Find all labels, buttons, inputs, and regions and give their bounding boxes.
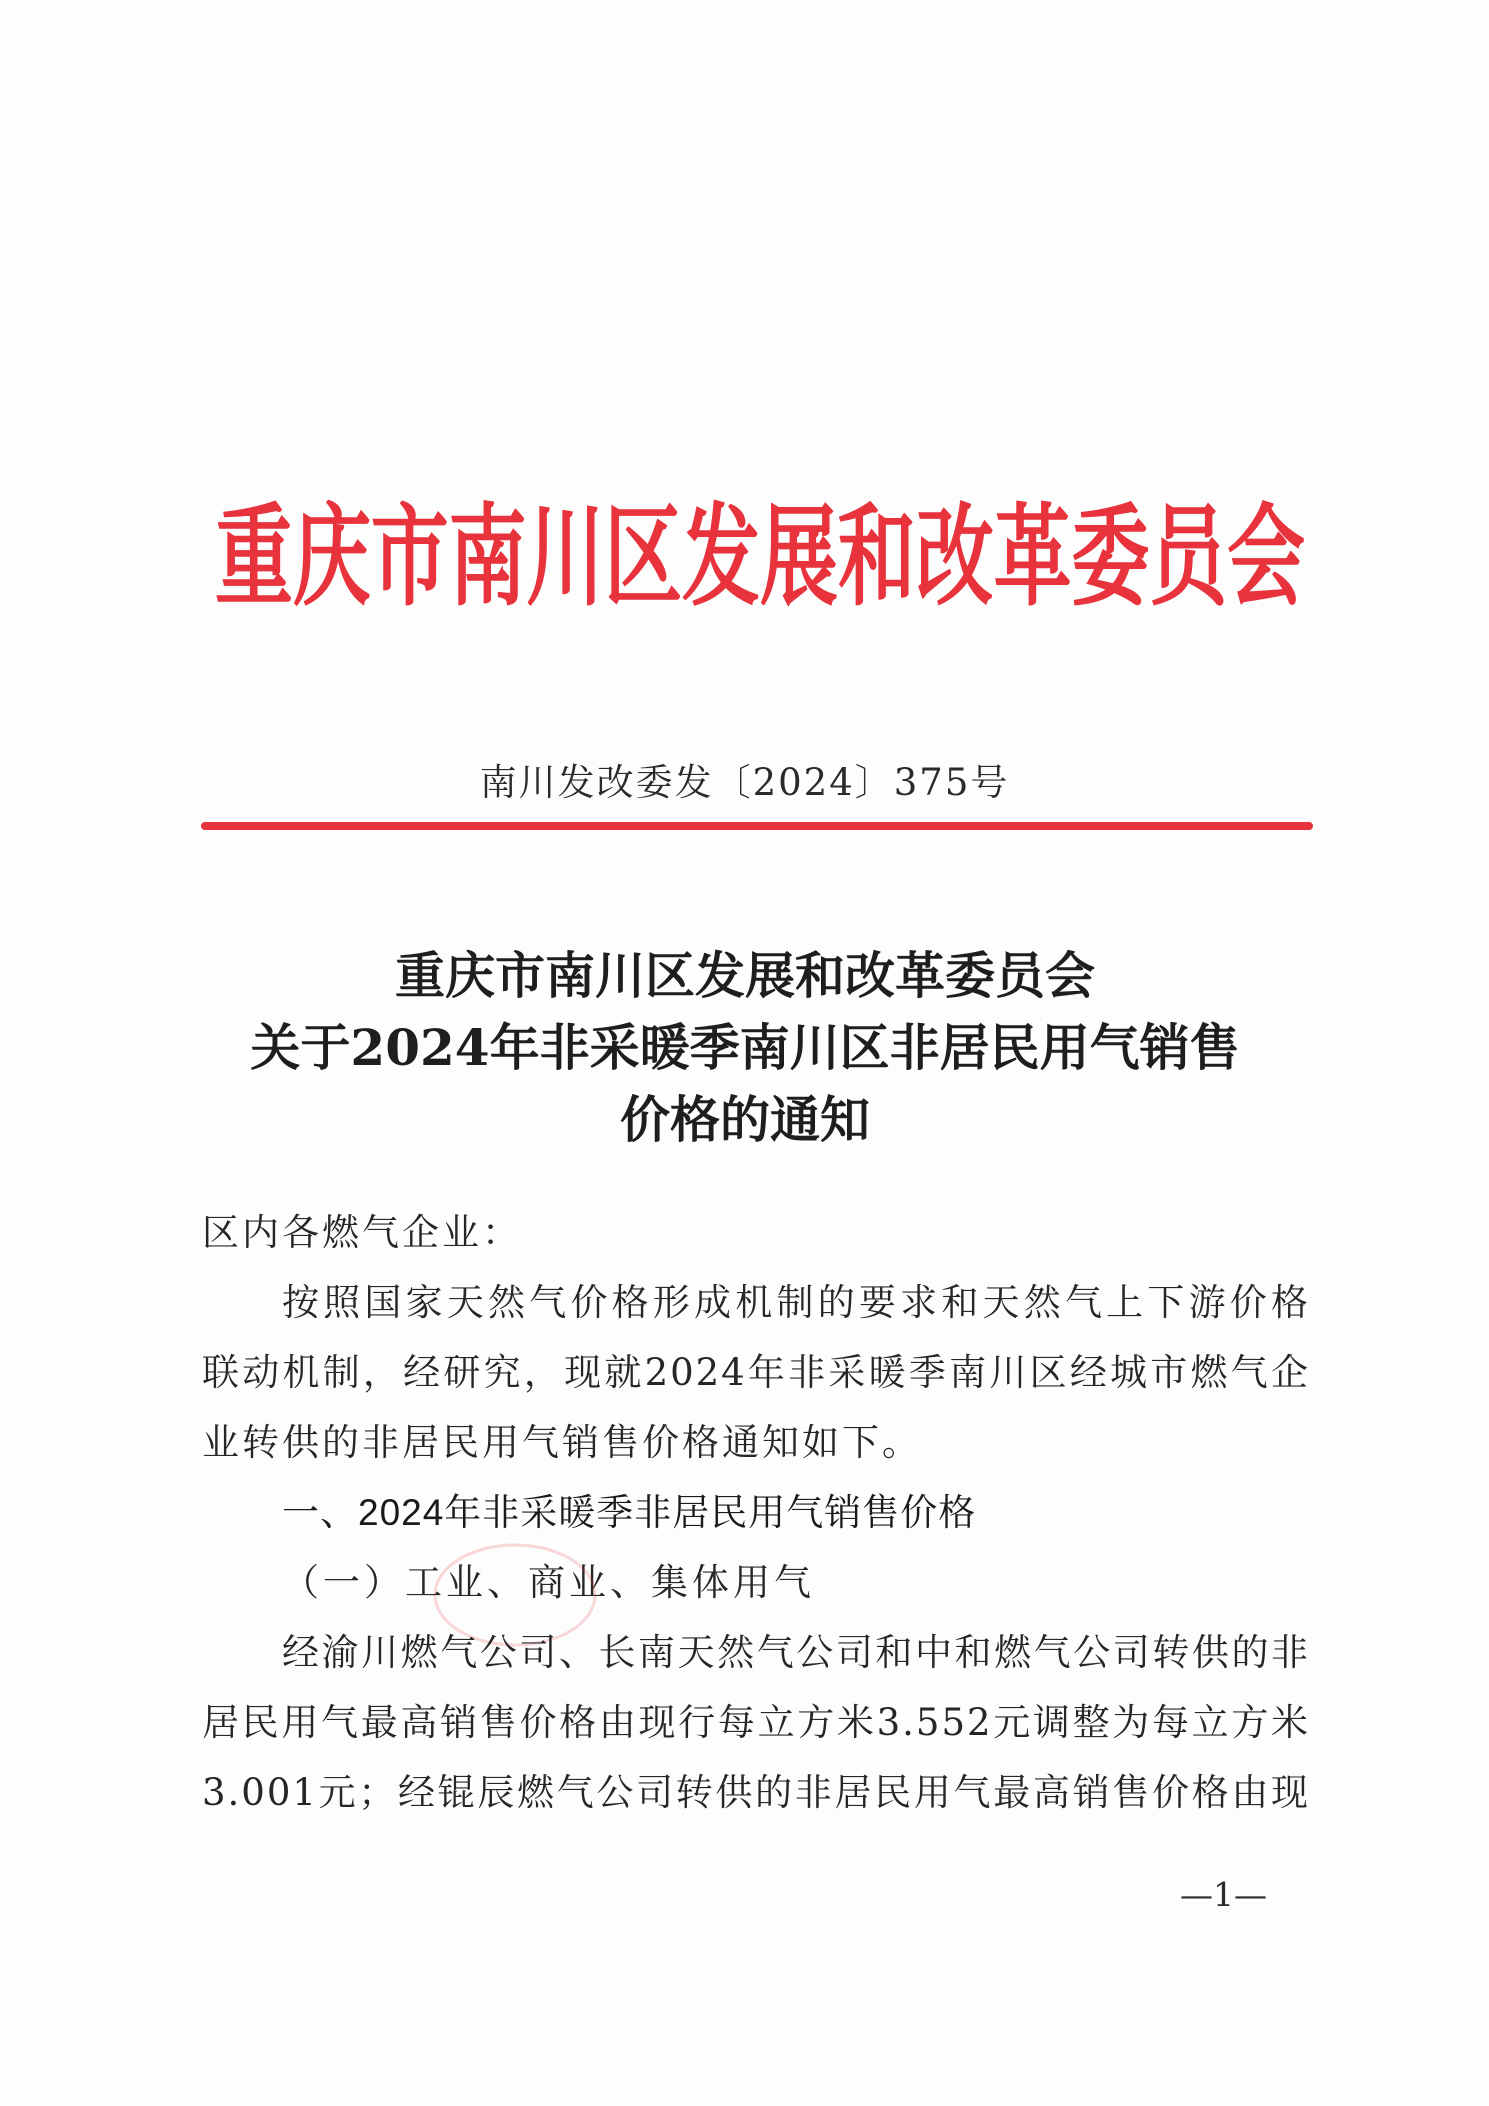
notice-title: [150, 940, 1340, 1156]
letterhead-text: 重庆市南川区发展和改革委员会: [215, 493, 1305, 621]
paragraph-1-line-1: 按照国家天然气价格形成机制的要求和天然气上下游价格: [282, 1281, 1310, 1324]
salutation: 区内各燃气企业：: [202, 1211, 522, 1254]
page-number: —1—: [1180, 1875, 1267, 1914]
section-heading-1: 一、2024年非采暖季非居民用气销售价格: [282, 1492, 977, 1533]
paragraph-2-line-2: 居民用气最高销售价格由现行每立方米3.552元调整为每立方米: [202, 1701, 1310, 1744]
paragraph-2-line-3: 3.001元；经锟辰燃气公司转供的非居民用气最高销售价格由现: [202, 1771, 1310, 1814]
notice-title-line-2: 关于2024年非采暖季南川区非居民用气销售: [250, 1018, 1240, 1077]
paragraph-1-line-2: 联动机制，经研究，现就2024年非采暖季南川区经城市燃气企: [202, 1351, 1310, 1394]
letterhead-svg: [210, 455, 1310, 635]
subsection-heading-1: （一）工业、商业、集体用气: [282, 1561, 815, 1604]
notice-title-line-3: 价格的通知: [620, 1090, 870, 1149]
red-divider-line: [201, 822, 1313, 830]
notice-title-line-1: 重庆市南川区发展和改革委员会: [395, 946, 1095, 1005]
document-number: 南川发改委发〔2024〕375号: [479, 761, 1010, 804]
letterhead-title: [210, 455, 1310, 635]
paragraph-2-line-1: 经渝川燃气公司、长南天然气公司和中和燃气公司转供的非: [282, 1631, 1310, 1674]
paragraph-1-line-3: 业转供的非居民用气销售价格通知如下。: [202, 1421, 922, 1464]
